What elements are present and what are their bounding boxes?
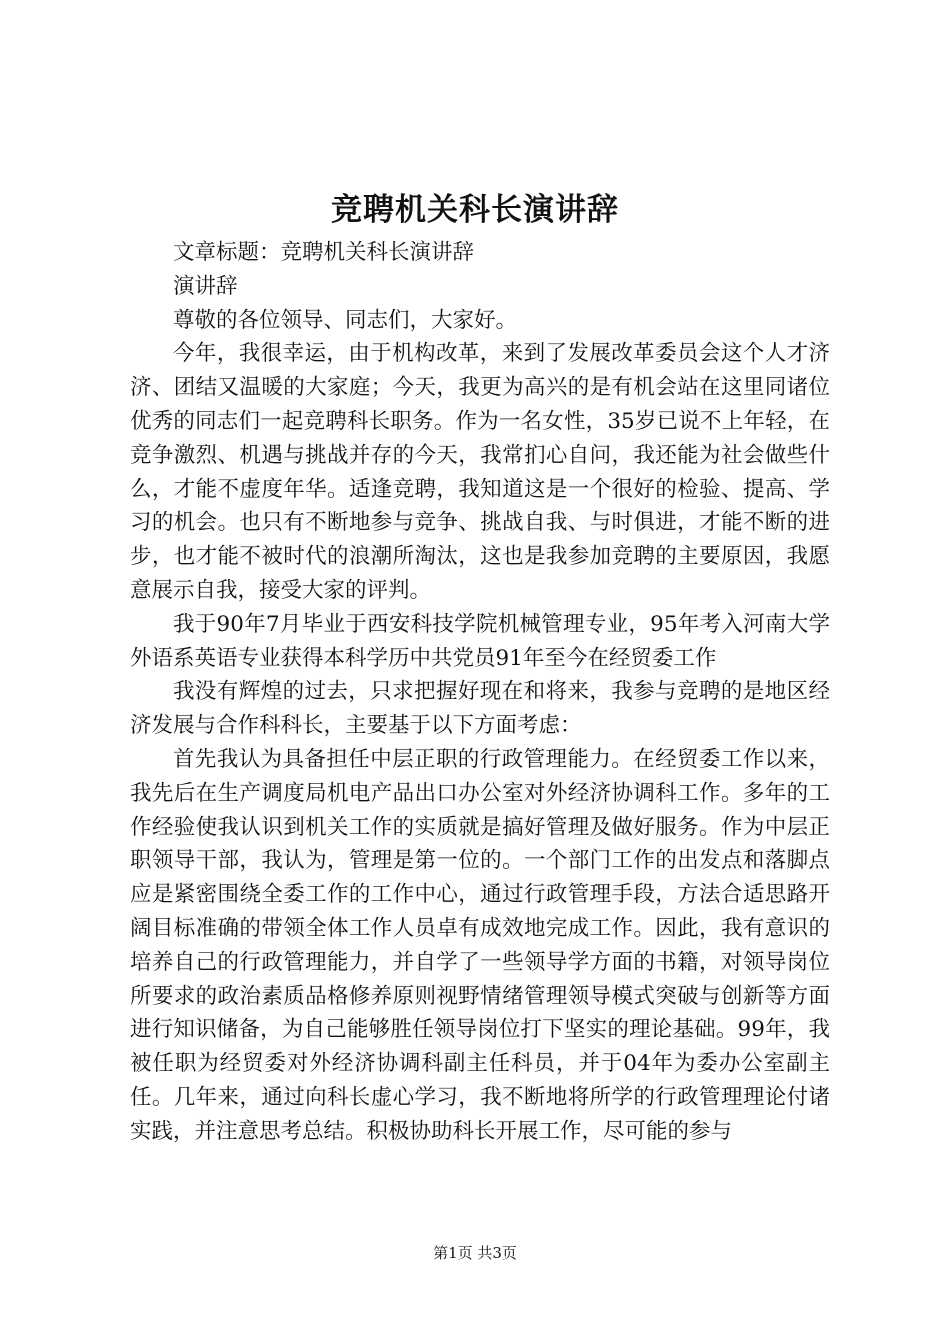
body-paragraph: 我于90年7月毕业于西安科技学院机械管理专业，95年考入河南大学外语系英语专业获得本科学历中共党员91年至今在经贸委工作 bbox=[130, 611, 830, 671]
greeting-paragraph: 尊敬的各位领导、同志们，大家好。 bbox=[173, 307, 518, 333]
article-title-line: 文章标题：竞聘机关科长演讲辞 bbox=[173, 240, 475, 265]
body-paragraph: 我没有辉煌的过去，只求把握好现在和将来，我参与竞聘的是地区经济发展与合作科科长，主要基于以下方面考虑： bbox=[130, 679, 830, 739]
document-title: 竞聘机关科长演讲辞 bbox=[331, 192, 619, 228]
speech-label: 演讲辞 bbox=[173, 273, 238, 299]
page-number-footer: 第1页 共3页 bbox=[433, 1244, 517, 1262]
body-paragraph: 首先我认为具备担任中层正职的行政管理能力。在经贸委工作以来，我先后在生产调度局机电产品出口办公室对外经济协调科工作。多年的工作经验使我认识到机关工作的实质就是搞好管理及做好服务。作为中层正职领导干部，我认为，管理是第一位的。一个部门工作的出发点和落脚点应是紧密围绕全委工作的工作中心，通过行政管理手段，方法合适思路开阔目标准确的带领全体工作人员卓有成效地完成工作。因此，我有意识的培养自己的行政管理能力，并自学了一些领导学方面的书籍，对领导岗位所要求的政治素质品格修养原则视野情绪管理领导模式突破与创新等方面进行知识储备，为自己能够胜任领导岗位打下坚实的理论基础。99年，我被任职为经贸委对外经济协调科副主任科员，并于04年为委办公室副主任。几年来，通过向科长虚心学习，我不断地将所学的行政管理理论付诸实践，并注意思考总结。积极协助科长开展工作，尽可能的参与 bbox=[130, 746, 830, 1144]
document-body bbox=[130, 236, 830, 1149]
body-paragraph: 今年，我很幸运，由于机构改革，来到了发展改革委员会这个人才济济、团结又温暖的大家庭；今天，我更为高兴的是有机会站在这里同诸位优秀的同志们一起竞聘科长职务。作为一名女性，35岁已说不上年轻，在竞争激烈、机遇与挑战并存的今天，我常扪心自问，我还能为社会做些什么，才能不虚度年华。适逢竞聘，我知道这是一个很好的检验、提高、学习的机会。也只有不断地参与竞争、挑战自我、与时俱进，才能不断的进步，也才能不被时代的浪潮所淘汰，这也是我参加竞聘的主要原因，我愿意展示自我，接受大家的评判。 bbox=[130, 341, 830, 603]
